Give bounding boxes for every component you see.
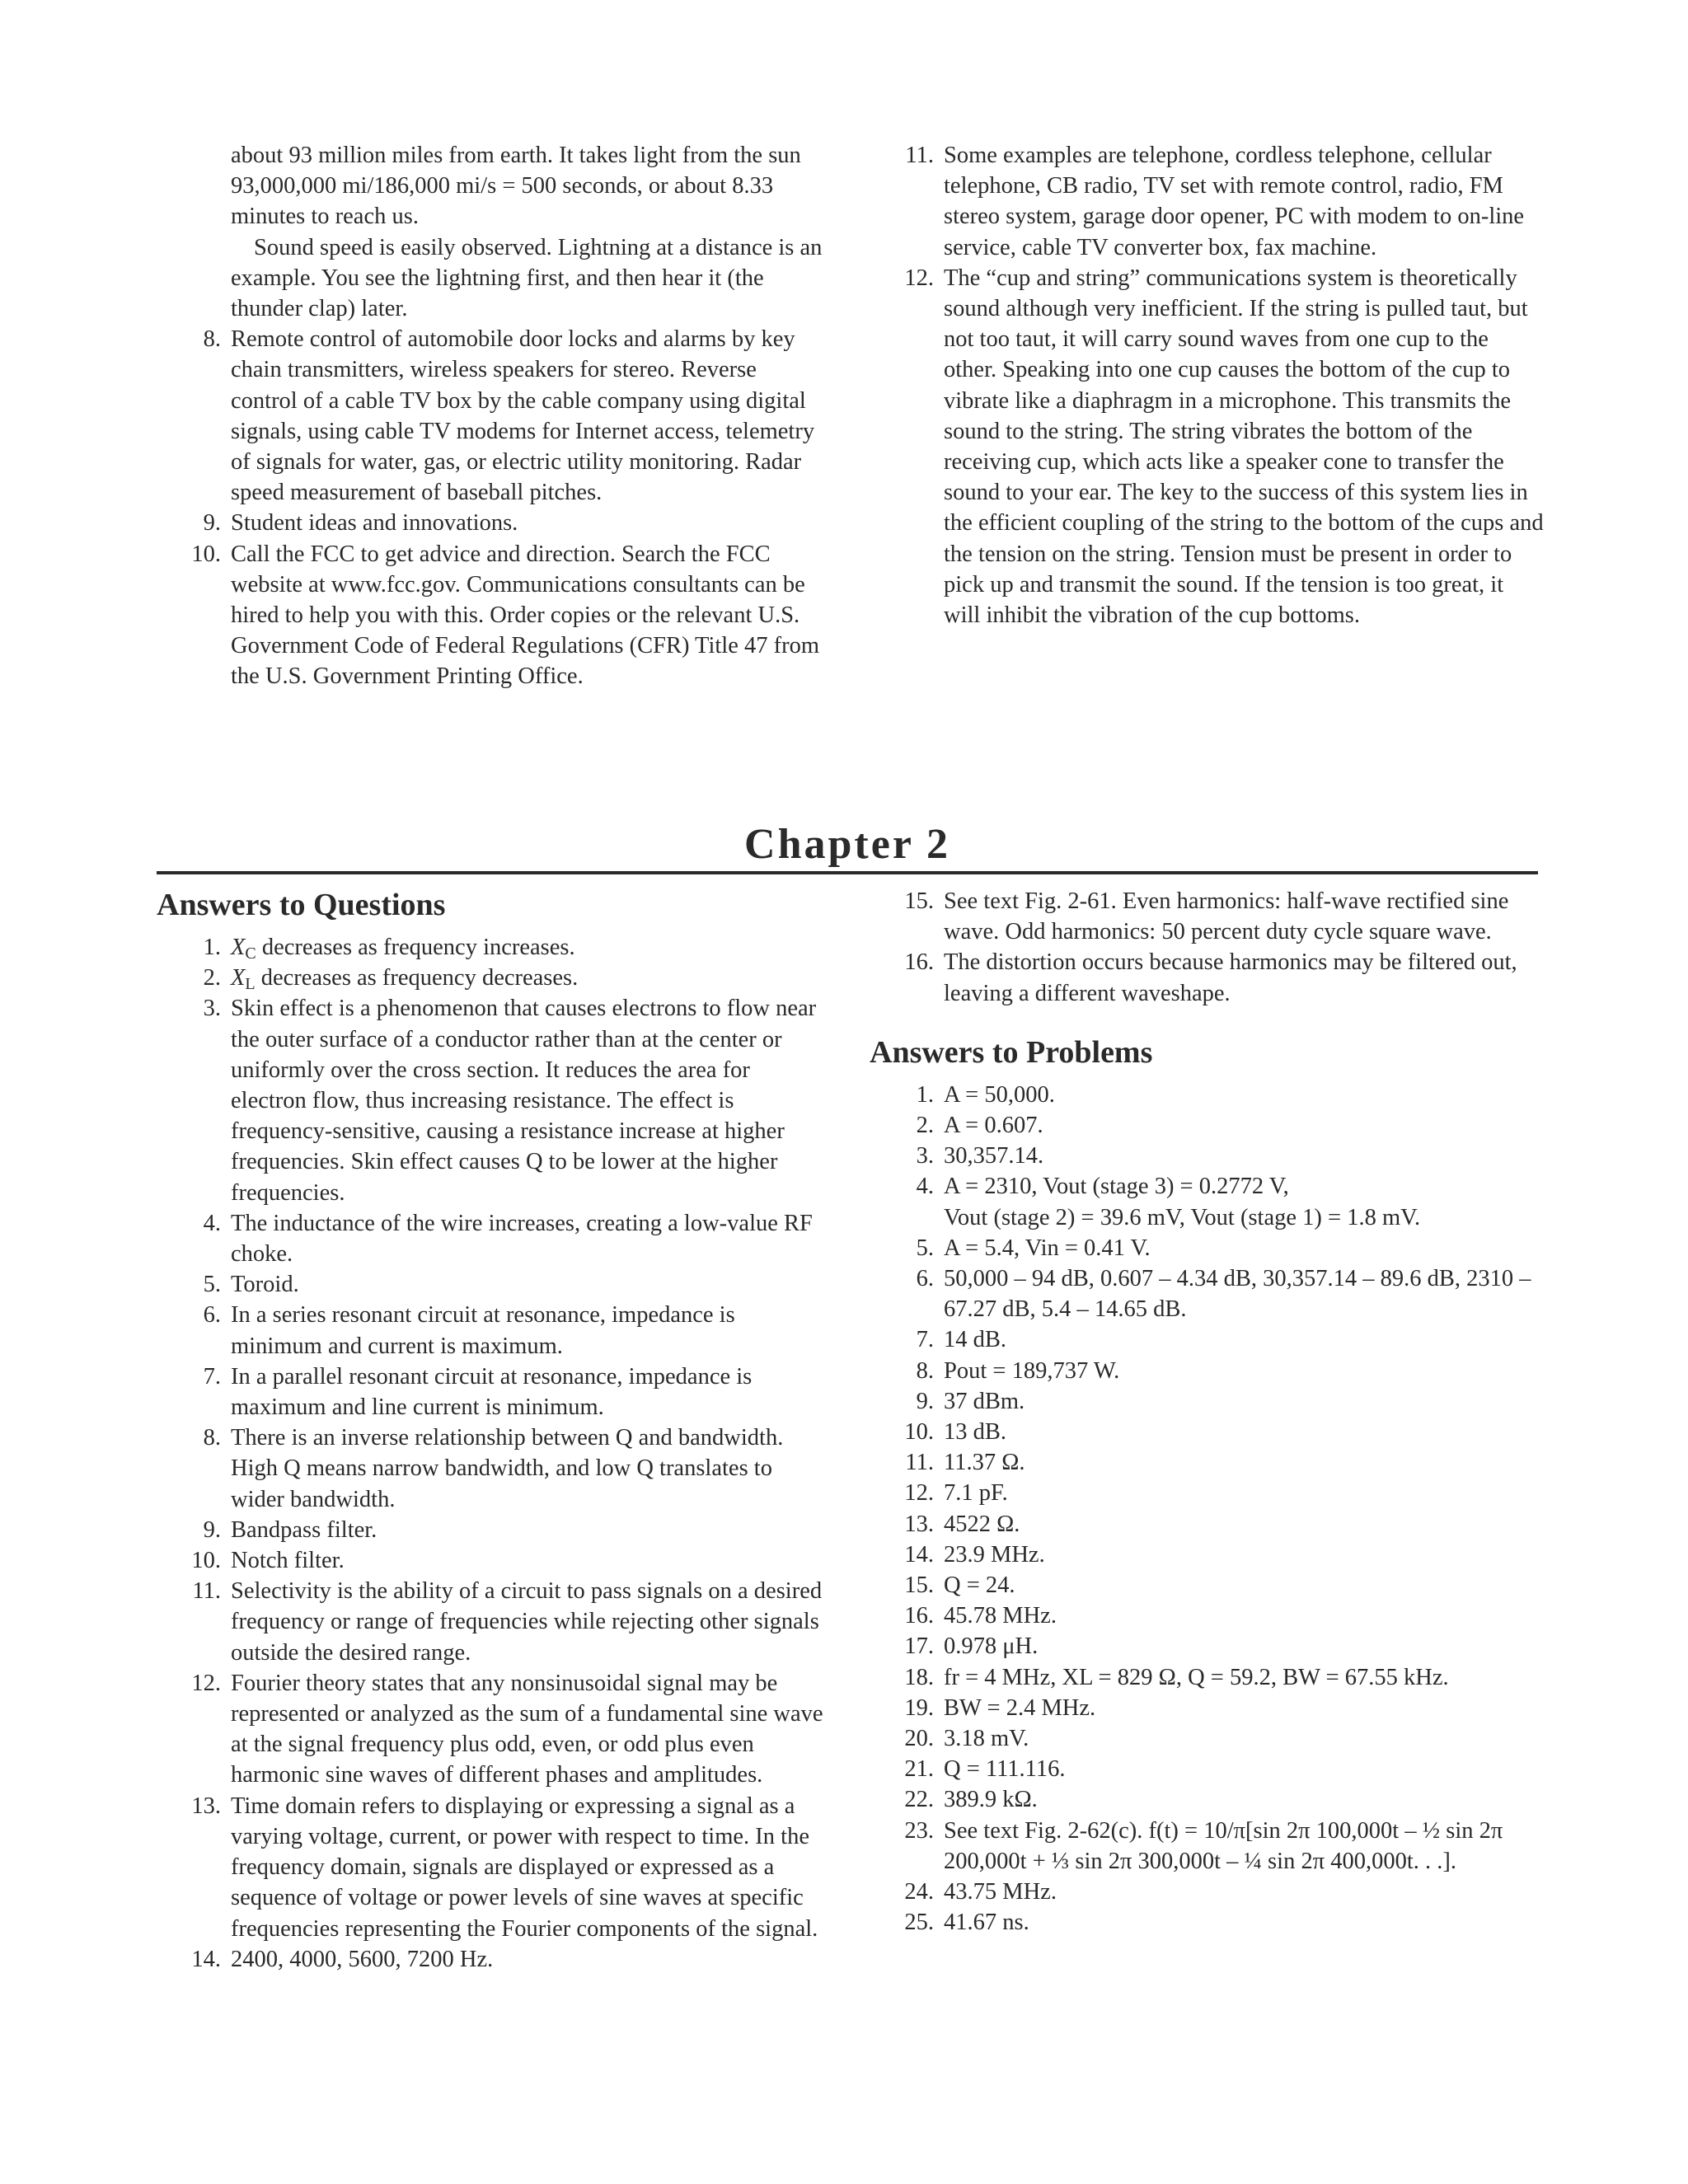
list-item bbox=[870, 140, 1545, 263]
list-item bbox=[870, 1754, 1545, 1784]
item-text: Fourier theory states that any nonsinusoidal signal may be represented or analyzed as the sum of a fundamental sine wave at the signal frequency plus odd, even, or odd plus even harmonic sine waves of different phases and amplitudes. bbox=[231, 1670, 823, 1788]
list-item bbox=[870, 1784, 1545, 1815]
list-item bbox=[870, 1233, 1545, 1263]
item-text: 30,357.14. bbox=[944, 1143, 1044, 1169]
item-text: Student ideas and innovations. bbox=[231, 510, 518, 537]
item-number: 21. bbox=[904, 1756, 934, 1783]
list-item bbox=[157, 963, 824, 993]
item-text: The inductance of the wire increases, creating a low-value RF choke. bbox=[231, 1210, 813, 1268]
item-number: 6. bbox=[916, 1266, 934, 1292]
list-item bbox=[870, 947, 1545, 1008]
item-text bbox=[231, 932, 824, 963]
item-text: Notch filter. bbox=[231, 1548, 345, 1574]
item-number: 3. bbox=[916, 1143, 934, 1169]
item-number: 12. bbox=[904, 1480, 934, 1507]
list-item bbox=[870, 1540, 1545, 1570]
item-number: 10. bbox=[191, 1548, 221, 1574]
item-number: 5. bbox=[203, 1272, 221, 1298]
item-number: 11. bbox=[905, 1450, 934, 1476]
list-item bbox=[870, 1447, 1545, 1478]
item-text: There is an inverse relationship between Q and bandwidth. High Q means narrow bandwidth, and low Q translates to wider bandwidth. bbox=[231, 1425, 784, 1512]
subscript: C bbox=[245, 944, 256, 963]
item-text: See text Fig. 2-61. Even harmonics: half-wave rectified sine wave. Odd harmonics: 50 percent duty cycle square wave. bbox=[944, 888, 1509, 945]
item-number: 6. bbox=[203, 1302, 221, 1329]
item-text: 4522 Ω. bbox=[944, 1511, 1020, 1537]
list-item bbox=[157, 1300, 824, 1361]
list-item bbox=[870, 1080, 1545, 1110]
subscript: L bbox=[245, 975, 256, 994]
list-item bbox=[157, 1576, 824, 1668]
list-item bbox=[870, 1386, 1545, 1417]
item-text: 389.9 kΩ. bbox=[944, 1787, 1038, 1813]
top-right-column bbox=[870, 140, 1545, 630]
list-item bbox=[157, 932, 824, 963]
questions-heading: Answers to Questions bbox=[157, 888, 446, 922]
item-number: 13. bbox=[904, 1511, 934, 1537]
list-item bbox=[870, 886, 1545, 947]
top-left-column bbox=[157, 140, 824, 692]
list-item bbox=[870, 263, 1545, 630]
item-text: A = 50,000. bbox=[944, 1081, 1055, 1108]
item-text: 11.37 Ω. bbox=[944, 1450, 1025, 1476]
item-text: 2400, 4000, 5600, 7200 Hz. bbox=[231, 1946, 494, 1972]
item-number: 19. bbox=[904, 1694, 934, 1721]
item-number: 15. bbox=[904, 1572, 934, 1599]
item-text: Q = 111.116. bbox=[944, 1756, 1066, 1783]
list-item bbox=[157, 1545, 824, 1576]
item-number: 8. bbox=[203, 326, 221, 353]
chapter-word: Chapter bbox=[744, 821, 913, 868]
questions-list-continued bbox=[870, 886, 1545, 1009]
item-text: A = 2310, Vout (stage 3) = 0.2772 V, bbox=[944, 1174, 1289, 1200]
item-number: 25. bbox=[904, 1910, 934, 1936]
problems-list bbox=[870, 1080, 1545, 1938]
item-number: 1. bbox=[203, 935, 221, 960]
item-text: Vout (stage 2) = 39.6 mV, Vout (stage 1) = 1.8 mV. bbox=[944, 1204, 1421, 1230]
list-item bbox=[157, 324, 824, 508]
item-text: 45.78 MHz. bbox=[944, 1603, 1057, 1629]
questions-list bbox=[157, 932, 824, 1975]
item-text: BW = 2.4 MHz. bbox=[944, 1694, 1096, 1721]
item-number: 13. bbox=[191, 1793, 221, 1819]
sound-speed-paragraph: Sound speed is easily observed. Lightning at a distance is an example. You see the lightning first, and then hear it (the thunder clap) later. bbox=[231, 234, 823, 322]
item-text: Time domain refers to displaying or expressing a signal as a varying voltage, current, or power with respect to time. In the frequency domain, signals are displayed or expressed as a sequence of voltage or power levels of sine waves at specific frequencies representing the Fourier components of the signal. bbox=[231, 1793, 818, 1942]
list-item bbox=[870, 1509, 1545, 1540]
item-number: 10. bbox=[191, 541, 221, 567]
item-number: 7. bbox=[203, 1363, 221, 1390]
questions-column bbox=[157, 886, 824, 1975]
list-item bbox=[870, 1907, 1545, 1938]
item-text-rest: decreases as frequency increases. bbox=[256, 935, 575, 960]
item-text: The “cup and string” communications system is theoretically sound although very inefficient. If the string is pulled taut, but not too taut, it will carry sound waves from one cup to the other. Speaking into one cup causes the bottom of the cup to vibrate like a diaphragm in a microphone. This transmits the sound to the string. The string vibrates the bottom of the receiving cup, which acts like a speaker cone to transfer the sound to your ear. The key to the success of this system lies in the efficient coupling of the string to the bottom of the cups and the tension on the string. Tension must be present in order to pick up and transmit the sound. If the tension is too great, it will inhibit the vibration of the cup bottoms. bbox=[944, 265, 1544, 629]
list-item bbox=[870, 1631, 1545, 1661]
list-item bbox=[870, 1478, 1545, 1508]
item-text: 14 dB. bbox=[944, 1327, 1007, 1353]
item-text: 0.978 μH. bbox=[944, 1633, 1039, 1660]
item-text: A = 0.607. bbox=[944, 1113, 1043, 1139]
item-text: 50,000 – 94 dB, 0.607 – 4.34 dB, 30,357.14 – 89.6 dB, 2310 – 67.27 dB, 5.4 – 14.65 dB. bbox=[944, 1266, 1531, 1323]
item-text: 37 dBm. bbox=[944, 1388, 1025, 1414]
item-number: 14. bbox=[191, 1946, 221, 1972]
item-text: In a parallel resonant circuit at resonance, impedance is maximum and line current is minimum. bbox=[231, 1363, 753, 1421]
list-item bbox=[870, 1356, 1545, 1386]
item-text: 7.1 pF. bbox=[944, 1480, 1008, 1507]
list-item bbox=[870, 1171, 1545, 1202]
continued-paragraph: about 93 million miles from earth. It takes light from the sun 93,000,000 mi/186,000 mi/s = 500 seconds, or about 8.33 minutes to reach us. bbox=[231, 143, 801, 230]
list-item bbox=[870, 1662, 1545, 1693]
item-number: 8. bbox=[916, 1357, 934, 1384]
list-item bbox=[157, 993, 824, 1207]
item-number: 16. bbox=[904, 1603, 934, 1629]
item-number: 9. bbox=[203, 510, 221, 537]
item-text: A = 5.4, Vin = 0.41 V. bbox=[944, 1235, 1151, 1261]
list-item bbox=[157, 1791, 824, 1944]
list-item bbox=[870, 1601, 1545, 1631]
list-item bbox=[870, 1816, 1545, 1877]
item-number: 11. bbox=[905, 143, 934, 168]
problems-heading: Answers to Problems bbox=[870, 1034, 1153, 1070]
item-number: 2. bbox=[916, 1113, 934, 1139]
item-number: 10. bbox=[904, 1419, 934, 1446]
item-number: 9. bbox=[916, 1388, 934, 1414]
list-item bbox=[870, 1202, 1545, 1233]
list-item bbox=[157, 1361, 824, 1422]
item-number: 23. bbox=[904, 1817, 934, 1844]
list-item bbox=[870, 1110, 1545, 1141]
item-number: 4. bbox=[916, 1174, 934, 1200]
list-item bbox=[870, 1570, 1545, 1601]
list-item bbox=[157, 1269, 824, 1300]
item-number: 2. bbox=[203, 965, 221, 991]
item-number: 1. bbox=[916, 1081, 934, 1108]
item-text: Q = 24. bbox=[944, 1572, 1015, 1599]
item-text bbox=[231, 963, 824, 993]
list-item bbox=[870, 1723, 1545, 1754]
item-text: 23.9 MHz. bbox=[944, 1541, 1045, 1568]
item-number: 9. bbox=[203, 1516, 221, 1543]
item-number: 4. bbox=[203, 1210, 221, 1236]
item-text: 3.18 mV. bbox=[944, 1726, 1029, 1752]
item-text: The distortion occurs because harmonics may be filtered out, leaving a different waveshape. bbox=[944, 949, 1517, 1006]
item-number: 14. bbox=[904, 1541, 934, 1568]
list-item bbox=[870, 1693, 1545, 1723]
item-number: 20. bbox=[904, 1726, 934, 1752]
item-text: Skin effect is a phenomenon that causes electrons to flow near the outer surface of a conductor rather than at the center or uniformly over the cross section. It reduces the area for electron flow, thus increasing resistance. The effect is frequency-sensitive, causing a resistance increase at higher frequencies. Skin effect causes Q to be lower at the higher frequencies. bbox=[231, 996, 817, 1206]
list-item bbox=[870, 1263, 1545, 1324]
item-number: 17. bbox=[904, 1633, 934, 1660]
item-text: See text Fig. 2-62(c). f(t) = 10/π[sin 2π 100,000t – ½ sin 2π 200,000t + ⅓ sin 2π 300,000t – ¼ sin 2π 400,000t. . .]. bbox=[944, 1817, 1503, 1874]
list-item bbox=[157, 1515, 824, 1545]
item-number: 12. bbox=[191, 1670, 221, 1696]
variable: X bbox=[231, 935, 246, 960]
item-number: 5. bbox=[916, 1235, 934, 1261]
item-number: 15. bbox=[904, 888, 934, 914]
item-text: fr = 4 MHz, XL = 829 Ω, Q = 59.2, BW = 67.55 kHz. bbox=[944, 1664, 1449, 1690]
item-text-rest: decreases as frequency decreases. bbox=[255, 965, 579, 991]
item-number: 24. bbox=[904, 1879, 934, 1905]
item-number: 3. bbox=[203, 996, 221, 1022]
item-number: 22. bbox=[904, 1787, 934, 1813]
item-number: 16. bbox=[904, 949, 934, 976]
item-number: 18. bbox=[904, 1664, 934, 1690]
list-item bbox=[870, 1877, 1545, 1907]
item-number: 7. bbox=[916, 1327, 934, 1353]
list-item bbox=[870, 1141, 1545, 1171]
list-item bbox=[157, 508, 824, 538]
item-text: 13 dB. bbox=[944, 1419, 1007, 1446]
list-item bbox=[870, 1417, 1545, 1447]
item-text: 43.75 MHz. bbox=[944, 1879, 1057, 1905]
item-text: Remote control of automobile door locks and alarms by key chain transmitters, wireless speakers for stereo. Reverse control of a cable TV box by the cable company using digital signals, using cable TV modems for Internet access, telemetry of signals for water, gas, or electric utility monitoring. Radar speed measurement of baseball pitches. bbox=[231, 326, 815, 506]
item-text: Pout = 189,737 W. bbox=[944, 1357, 1120, 1384]
item-text: Toroid. bbox=[231, 1272, 299, 1298]
list-item bbox=[157, 1208, 824, 1269]
list-item bbox=[870, 1324, 1545, 1355]
item-text: In a series resonant circuit at resonance, impedance is minimum and current is maximum. bbox=[231, 1302, 735, 1359]
item-text: Selectivity is the ability of a circuit to pass signals on a desired frequency or range of frequencies while rejecting other signals outside the desired range. bbox=[231, 1578, 823, 1666]
chapter-title bbox=[157, 822, 1538, 868]
list-item bbox=[157, 1944, 824, 1975]
item-number: 11. bbox=[192, 1578, 221, 1605]
variable: X bbox=[231, 965, 246, 991]
item-number: 8. bbox=[203, 1425, 221, 1451]
item-text: 41.67 ns. bbox=[944, 1910, 1029, 1936]
item-text: Some examples are telephone, cordless telephone, cellular telephone, CB radio, TV set with remote control, radio, FM stereo system, garage door opener, PC with modem to on-line service, cable TV converter box, fax machine. bbox=[944, 143, 1525, 260]
item-text: Bandpass filter. bbox=[231, 1516, 377, 1543]
item-text: Call the FCC to get advice and direction. Search the FCC website at www.fcc.gov. Communications consultants can be hired to help you with this. Order copies or the relevant U.S. Government Code of Federal Regulations (CFR) Title 47 from the U.S. Government Printing Office. bbox=[231, 541, 820, 690]
chapter-heading bbox=[157, 820, 1538, 874]
list-item bbox=[157, 1422, 824, 1515]
item-number: 12. bbox=[904, 265, 934, 291]
list-item bbox=[157, 539, 824, 692]
chapter-number: 2 bbox=[926, 821, 950, 868]
list-item bbox=[157, 1668, 824, 1791]
right-bottom-column bbox=[870, 886, 1545, 1938]
